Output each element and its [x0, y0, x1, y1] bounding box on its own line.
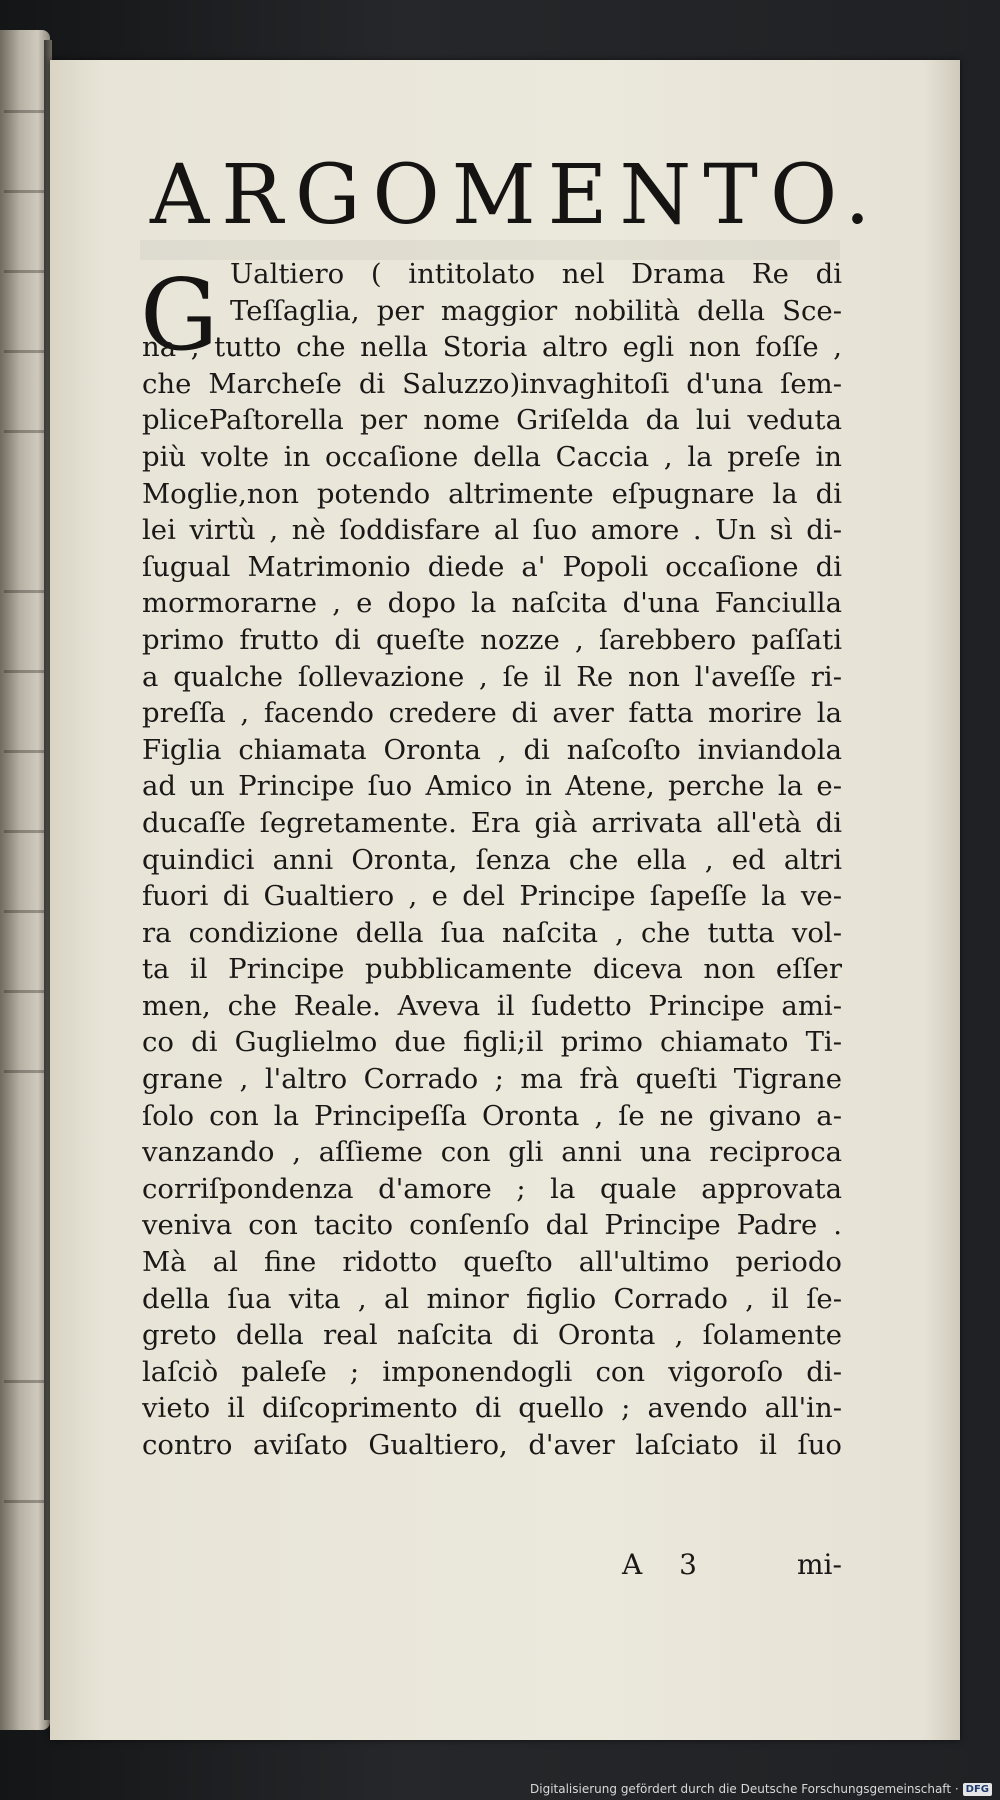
bleed-mark	[4, 1380, 44, 1383]
text-line: primo frutto di queſte nozze , ſarebbero paſſati	[142, 623, 842, 656]
text-line: contro aviſato Gualtiero, d'aver laſciato il ſuo	[142, 1429, 842, 1461]
text-line: greto della real naſcita di Oronta , ſolamente	[142, 1319, 842, 1352]
digitization-credit	[530, 1782, 992, 1796]
bleed-mark	[4, 590, 44, 593]
dfg-logo: DFG	[963, 1783, 992, 1796]
bleed-mark	[4, 910, 44, 913]
drop-cap: G	[140, 259, 219, 373]
text-line: preſſa , facendo credere di aver fatta morire la	[142, 697, 842, 730]
text-line: grane , l'altro Corrado ; ma frà queſti Tigrane	[142, 1063, 842, 1096]
bleed-mark	[4, 670, 44, 673]
bleed-mark	[4, 270, 44, 273]
bleed-mark	[4, 990, 44, 993]
text-line: corriſpondenza d'amore ; la quale approvata	[142, 1172, 842, 1205]
text-line: Moglie,non potendo altrimente eſpugnare la di	[142, 477, 842, 510]
text-line: ducaſſe ſegretamente. Era già arrivata all'età di	[142, 806, 842, 839]
bleed-mark	[4, 430, 44, 433]
text-line: vieto il diſcoprimento di quello ; avendo all'in-	[142, 1392, 842, 1425]
text-line: quindici anni Oronta, ſenza che ella , ed altri	[142, 843, 842, 876]
bleed-mark	[4, 110, 44, 113]
text-line: ſugual Matrimonio diede a' Popoli occaſione di	[142, 550, 842, 583]
text-line: Figlia chiamata Oronta , di naſcoſto inviandola	[142, 733, 842, 766]
bleed-mark	[4, 830, 44, 833]
text-line: plicePaſtorella per nome Griſelda da lui veduta	[142, 404, 842, 437]
book-page	[50, 60, 960, 1740]
text-line: Teſſaglia, per maggior nobilità della Sce-	[230, 294, 842, 327]
text-line: co di Guglielmo due figli;il primo chiamato Ti-	[142, 1026, 842, 1059]
body-text	[142, 256, 842, 1464]
text-line: vanzando , aſſieme con gli anni una reciproca	[142, 1136, 842, 1169]
text-line: fuori di Gualtiero , e del Principe ſapeſſe la ve-	[142, 880, 842, 913]
signature-mark: A 3	[622, 1548, 711, 1581]
text-line: Ualtiero ( intitolato nel Drama Re di	[230, 258, 842, 290]
text-line: men, che Reale. Aveva il ſudetto Principe ami-	[142, 989, 842, 1022]
text-line: Mà al fine ridotto queſto all'ultimo periodo	[142, 1246, 842, 1279]
bleed-mark	[4, 750, 44, 753]
bleed-mark	[4, 1500, 44, 1503]
text-line: ra condizione della ſua naſcita , che tutta vol-	[142, 916, 842, 949]
catchword: mi-	[797, 1548, 842, 1581]
text-line: a qualche ſollevazione , ſe il Re non l'aveſſe ri-	[142, 660, 842, 693]
text-line: veniva con tacito conſenſo dal Principe Padre .	[142, 1209, 842, 1242]
text-line: più volte in occaſione della Caccia , la preſe in	[142, 440, 842, 473]
bleed-mark	[4, 350, 44, 353]
bleed-mark	[4, 190, 44, 193]
text-line: ad un Principe ſuo Amico in Atene, perche la e-	[142, 770, 842, 803]
text-line: della ſua vita , al minor figlio Corrado , il ſe-	[142, 1282, 842, 1315]
text-line: ta il Principe pubblicamente diceva non eſſer	[142, 953, 842, 986]
text-line: lei virtù , nè ſoddisfare al ſuo amore . Un sì di-	[142, 514, 842, 547]
text-line: laſciò paleſe ; imponendogli con vigoroſo di-	[142, 1355, 842, 1388]
page-heading: ARGOMENTO.	[150, 148, 883, 243]
text-line: che Marcheſe di Saluzzo)invaghitoſi d'una ſem-	[142, 367, 842, 400]
previous-page-edge	[0, 30, 50, 1730]
bleed-mark	[4, 1070, 44, 1073]
text-line: ſolo con la Principeſſa Oronta , ſe ne givano a-	[142, 1099, 842, 1132]
credit-text: Digitalisierung gefördert durch die Deutsche Forschungsgemeinschaft ·	[530, 1782, 959, 1796]
text-line: na , tutto che nella Storia altro egli non foſſe ,	[142, 331, 842, 364]
text-line: mormorarne , e dopo la naſcita d'una Fanciulla	[142, 587, 842, 620]
